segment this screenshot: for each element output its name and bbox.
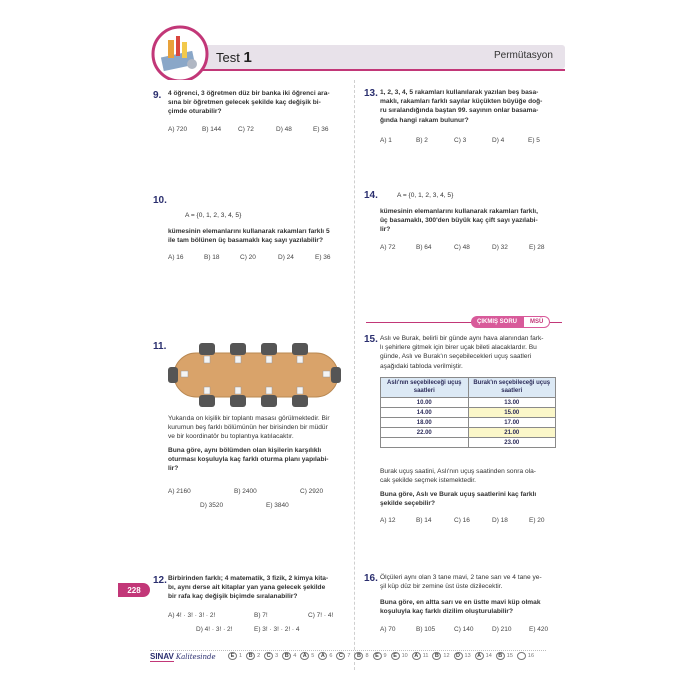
q15-option-c[interactable]: C) 16 bbox=[454, 517, 470, 524]
q15-option-a[interactable]: A) 12 bbox=[380, 517, 396, 524]
answer-key-item: E 10 bbox=[391, 652, 410, 660]
q14-line: lir? bbox=[380, 226, 391, 234]
q9-number: 9. bbox=[153, 90, 162, 101]
q15-text-2 bbox=[380, 467, 565, 485]
q10-option-a[interactable]: A) 16 bbox=[168, 254, 184, 261]
q9-option-c[interactable]: C) 72 bbox=[238, 126, 254, 133]
q10-line: ile tam bölünen üç basamaklı kaç sayı yazılabilir? bbox=[168, 237, 324, 245]
table-row bbox=[381, 438, 556, 448]
q12-line: bı, aynı derse ait kitaplar yan yana gelecek şekilde bbox=[168, 584, 326, 592]
test-label: Test bbox=[216, 50, 240, 65]
q15-options bbox=[380, 517, 545, 524]
q11-options-row1 bbox=[168, 488, 323, 495]
table-cell: 15.00 bbox=[468, 408, 556, 418]
column-divider bbox=[354, 80, 355, 670]
q11-options-row2 bbox=[200, 502, 289, 509]
cikmis-soru-badge: ÇIKMIŞ SORU bbox=[471, 316, 523, 328]
q16-line: koşuluyla kaç farklı dizilim oluşturulabilir? bbox=[380, 608, 514, 616]
q12-number: 12. bbox=[153, 575, 167, 586]
answer-key-item: A 5 bbox=[300, 652, 316, 660]
q14-line: üç basamaklı, 300'den büyük kaç çift sayı yazılabi- bbox=[380, 217, 538, 225]
q16-option-e[interactable]: E) 420 bbox=[529, 626, 549, 633]
q14-option-d[interactable]: D) 32 bbox=[492, 244, 508, 251]
q11-line: lir? bbox=[168, 465, 179, 473]
q13-options bbox=[380, 137, 540, 144]
q11-line: ve bir koordinatör bu toplantıya katılacaktır. bbox=[168, 433, 294, 441]
q16-text bbox=[380, 573, 565, 591]
q9-option-b[interactable]: B) 144 bbox=[202, 126, 222, 133]
table-header-row bbox=[381, 378, 556, 398]
q13-option-d[interactable]: D) 4 bbox=[492, 137, 505, 144]
q11-question bbox=[168, 446, 354, 474]
q16-question bbox=[380, 598, 565, 616]
q12-option-e[interactable]: E) 3! · 3! · 2! · 4 bbox=[254, 626, 300, 633]
q14-option-e[interactable]: E) 28 bbox=[529, 244, 545, 251]
q14-set: A = {0, 1, 2, 3, 4, 5} bbox=[397, 192, 454, 199]
q11-text bbox=[168, 414, 354, 442]
q15-number: 15. bbox=[364, 334, 378, 345]
answer-key-item: B 12 bbox=[432, 652, 451, 660]
q11-option-e[interactable]: E) 3840 bbox=[266, 502, 289, 509]
q12-text bbox=[168, 574, 354, 602]
q13-number: 13. bbox=[364, 88, 378, 99]
q13-line: 1, 2, 3, 4, 5 rakamları kullanılarak yazılan beş basa- bbox=[380, 89, 539, 96]
q12-line: Birbirinden farklı; 4 matematik, 3 fizik, 2 kimya kita- bbox=[168, 575, 329, 582]
table-cell: 18.00 bbox=[381, 418, 469, 428]
q11-option-c[interactable]: C) 2920 bbox=[300, 488, 324, 495]
q14-number: 14. bbox=[364, 190, 378, 201]
answer-key bbox=[228, 652, 538, 660]
q12-option-c[interactable]: C) 7! · 4! bbox=[308, 612, 334, 619]
q15-line: aşağıdaki tabloda verilmiştir. bbox=[380, 362, 463, 370]
q13-text bbox=[380, 88, 565, 125]
q14-option-b[interactable]: B) 64 bbox=[416, 244, 432, 251]
table-cell: 13.00 bbox=[468, 398, 556, 408]
table-cell: 14.00 bbox=[381, 408, 469, 418]
q9-option-d[interactable]: D) 48 bbox=[276, 126, 292, 133]
q15-question bbox=[380, 490, 565, 508]
q15-line: günde, Aslı ve Burak'ın seçebilecekleri uçuş saatleri bbox=[380, 353, 532, 361]
q16-line: şil küp düz bir zemine üst üste dizilecektir. bbox=[380, 583, 503, 591]
table-row bbox=[381, 408, 556, 418]
q13-option-a[interactable]: A) 1 bbox=[380, 137, 392, 144]
footer-rule bbox=[150, 650, 546, 651]
table-cell: 22.00 bbox=[381, 428, 469, 438]
q15-option-b[interactable]: B) 14 bbox=[416, 517, 432, 524]
q12-option-d[interactable]: D) 4! · 3! · 2! bbox=[196, 626, 233, 633]
q11-option-d[interactable]: D) 3520 bbox=[200, 502, 224, 509]
q11-option-a[interactable]: A) 2160 bbox=[168, 488, 191, 495]
q16-option-b[interactable]: B) 105 bbox=[416, 626, 436, 633]
q15-line: Aslı ve Burak, belirli bir günde aynı hava alanından fark- bbox=[380, 335, 544, 342]
q15-text bbox=[380, 334, 565, 371]
q11-line: kurumun beş farklı bölümünün her birisinden bir müdür bbox=[168, 424, 328, 432]
page-number: 228 bbox=[118, 583, 150, 597]
header-accent-line bbox=[195, 69, 565, 71]
q16-option-a[interactable]: A) 70 bbox=[380, 626, 396, 633]
q13-option-b[interactable]: B) 2 bbox=[416, 137, 428, 144]
q10-option-e[interactable]: E) 36 bbox=[315, 254, 331, 261]
test-number: 1 bbox=[243, 49, 252, 66]
q15-line: şekilde seçebilir? bbox=[380, 500, 435, 508]
q9-line: 4 öğrenci, 3 öğretmen düz bir banka iki öğrenci ara- bbox=[168, 90, 330, 97]
q15-line: Buna göre, Aslı ve Burak uçuş saatlerini kaç farklı bbox=[380, 491, 537, 498]
q14-option-a[interactable]: A) 72 bbox=[380, 244, 396, 251]
q16-options bbox=[380, 626, 548, 633]
q14-text bbox=[380, 207, 565, 235]
q12-options-row2 bbox=[196, 626, 300, 633]
answer-key-item: A 6 bbox=[318, 652, 334, 660]
q15-option-e[interactable]: E) 20 bbox=[529, 517, 545, 524]
q12-option-a[interactable]: A) 4! · 3! · 3! · 2! bbox=[168, 612, 216, 619]
subject-title: Permütasyon bbox=[494, 50, 553, 61]
test-logo-icon bbox=[148, 24, 210, 80]
q16-line: Buna göre, en altta sarı ve en üstte mavi küp olmak bbox=[380, 599, 541, 606]
q12-options-row1 bbox=[168, 612, 333, 619]
q16-number: 16. bbox=[364, 573, 378, 584]
q9-text bbox=[168, 89, 353, 117]
flight-times-table bbox=[380, 377, 556, 448]
table-row bbox=[381, 398, 556, 408]
source-badge: MSÜ bbox=[523, 316, 550, 328]
q15-line: cak şekilde seçmek istemektedir. bbox=[380, 477, 477, 485]
q11-number: 11. bbox=[153, 341, 167, 352]
q15-line: Burak uçuş saatini, Aslı'nın uçuş saatinden sonra ola- bbox=[380, 468, 536, 475]
footer-brand bbox=[150, 652, 216, 662]
q11-line: Buna göre, aynı bölümden olan kişilerin karşılıklı bbox=[168, 447, 322, 454]
table-cell bbox=[381, 438, 469, 448]
q12-line: bir rafa kaç değişik biçimde sıralanabilir? bbox=[168, 593, 298, 601]
table-cell: 10.00 bbox=[381, 398, 469, 408]
q13-option-c[interactable]: C) 3 bbox=[454, 137, 467, 144]
q14-option-c[interactable]: C) 48 bbox=[454, 244, 470, 251]
q11-line: Yukarıda on kişilik bir toplantı masası görülmektedir. Bir bbox=[168, 415, 330, 422]
answer-key-item: E 9 bbox=[373, 652, 389, 660]
brand-script: Kalitesinde bbox=[175, 653, 216, 661]
q10-set: A = {0, 1, 2, 3, 4, 5} bbox=[185, 212, 242, 219]
q10-line: kümesinin elemanlarını kullanarak rakamları farklı 5 bbox=[168, 228, 330, 235]
q13-line: ru sıralandığında baştan 99. sayının onlar basama- bbox=[380, 107, 539, 115]
answer-key-item: C 7 bbox=[336, 652, 352, 660]
q9-line: çimde oturabilir? bbox=[168, 108, 222, 116]
brand-word: SINAV bbox=[150, 652, 174, 661]
q9-line: sına bir öğretmen gelecek şekilde kaç değişik bi- bbox=[168, 99, 321, 107]
q11-line: oturması koşuluyla kaç farklı oturma planı yapılabi- bbox=[168, 456, 329, 464]
q10-option-d[interactable]: D) 24 bbox=[278, 254, 294, 261]
q15-line: lı şehirlere gitmek için birer uçak bileti alacaklardır. Bu bbox=[380, 344, 537, 352]
q10-option-b[interactable]: B) 18 bbox=[204, 254, 220, 261]
answer-key-item: A 11 bbox=[412, 652, 431, 660]
q9-option-a[interactable]: A) 720 bbox=[168, 126, 188, 133]
table-cell: 17.00 bbox=[468, 418, 556, 428]
q15-option-d[interactable]: D) 18 bbox=[492, 517, 508, 524]
q14-options bbox=[380, 244, 545, 251]
table-row bbox=[381, 418, 556, 428]
q10-number: 10. bbox=[153, 195, 167, 206]
q10-text bbox=[168, 227, 353, 245]
q16-option-c[interactable]: C) 140 bbox=[454, 626, 474, 633]
table-row bbox=[381, 428, 556, 438]
q9-options bbox=[168, 126, 329, 133]
table-header-burak: Burak'ın seçebileceği uçuş saatleri bbox=[468, 378, 556, 398]
answer-key-item: B 4 bbox=[282, 652, 298, 660]
answer-key-item: A 14 bbox=[475, 652, 494, 660]
answer-key-item: B 8 bbox=[354, 652, 370, 660]
answer-key-item: B 15 bbox=[496, 652, 515, 660]
table-cell: 23.00 bbox=[468, 438, 556, 448]
q11-option-b[interactable]: B) 2400 bbox=[234, 488, 257, 495]
answer-key-item: D 13 bbox=[454, 652, 473, 660]
q14-line: kümesinin elemanlarını kullanarak rakamları farklı, bbox=[380, 208, 538, 215]
table-header-asli: Aslı'nın seçebileceği uçuş saatleri bbox=[381, 378, 469, 398]
answer-key-item: C 3 bbox=[264, 652, 280, 660]
q13-line: ğında hangi rakam bulunur? bbox=[380, 116, 469, 124]
q9-option-e[interactable]: E) 36 bbox=[313, 126, 329, 133]
answer-key-item: B 2 bbox=[246, 652, 262, 660]
q12-option-b[interactable]: B) 7! bbox=[254, 612, 268, 619]
answer-key-item: 16 bbox=[517, 652, 536, 660]
q10-options bbox=[168, 254, 331, 261]
answer-key-item: E 1 bbox=[228, 652, 244, 660]
q13-line: maklı, rakamları farklı sayılar küçükten büyüğe doğ- bbox=[380, 98, 543, 106]
q16-line: Ölçüleri aynı olan 3 tane mavi, 2 tane sarı ve 4 tane ye- bbox=[380, 574, 542, 581]
q13-option-e[interactable]: E) 5 bbox=[528, 137, 540, 144]
q10-option-c[interactable]: C) 20 bbox=[240, 254, 256, 261]
table-cell: 21.00 bbox=[468, 428, 556, 438]
q16-option-d[interactable]: D) 210 bbox=[492, 626, 512, 633]
meeting-table-illustration bbox=[168, 340, 343, 412]
test-title bbox=[216, 49, 252, 66]
